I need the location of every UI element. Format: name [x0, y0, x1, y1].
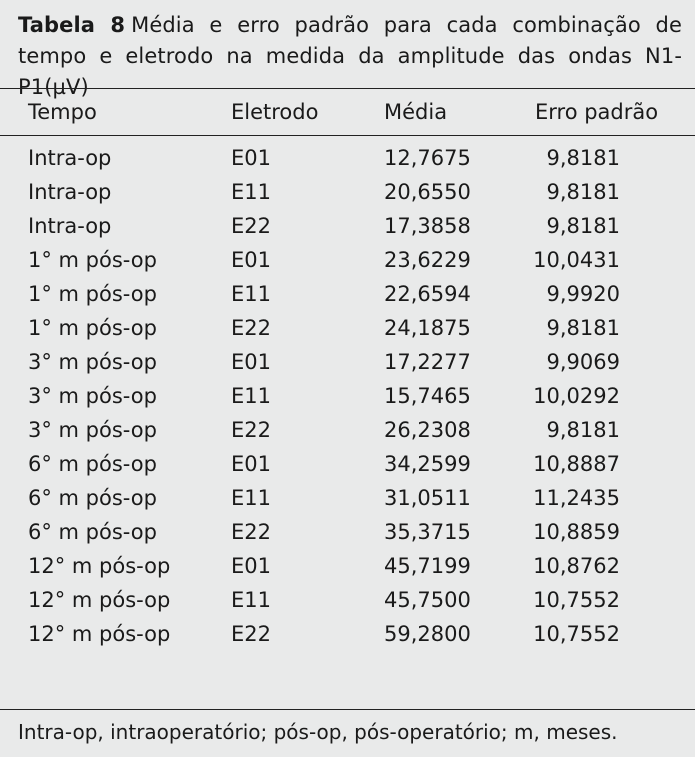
cell-erro-padrao: 11,2435 — [533, 486, 620, 510]
table-row — [0, 583, 695, 617]
cell-tempo: 6° m pós-op — [28, 452, 157, 476]
cell-media: 15,7465 — [384, 384, 471, 408]
cell-erro-padrao: 10,7552 — [533, 622, 620, 646]
cell-erro-padrao: 10,0292 — [533, 384, 620, 408]
cell-tempo: 6° m pós-op — [28, 520, 157, 544]
cell-media: 34,2599 — [384, 452, 471, 476]
table-row — [0, 243, 695, 277]
header-tempo: Tempo — [28, 100, 97, 124]
cell-media: 17,2277 — [384, 350, 471, 374]
cell-eletrodo: E01 — [231, 146, 271, 170]
cell-eletrodo: E01 — [231, 248, 271, 272]
table-row — [0, 311, 695, 345]
table-row — [0, 447, 695, 481]
table-row — [0, 175, 695, 209]
cell-tempo: 3° m pós-op — [28, 384, 157, 408]
cell-tempo: 3° m pós-op — [28, 350, 157, 374]
cell-eletrodo: E11 — [231, 588, 271, 612]
cell-tempo: Intra-op — [28, 146, 112, 170]
cell-media: 23,6229 — [384, 248, 471, 272]
cell-erro-padrao: 10,0431 — [533, 248, 620, 272]
cell-tempo: Intra-op — [28, 214, 112, 238]
cell-media: 59,2800 — [384, 622, 471, 646]
cell-eletrodo: E11 — [231, 486, 271, 510]
cell-media: 45,7500 — [384, 588, 471, 612]
cell-eletrodo: E22 — [231, 520, 271, 544]
table-header-row — [0, 93, 695, 131]
header-media: Média — [384, 100, 448, 124]
table-row — [0, 549, 695, 583]
table-caption-text: Média e erro padrão para cada combinação de tempo e eletrodo na medida da amplitude das ondas N1-P1(µV) — [18, 13, 683, 99]
cell-erro-padrao: 9,8181 — [546, 214, 620, 238]
table-row — [0, 209, 695, 243]
bottom-rule — [0, 709, 695, 710]
cell-erro-padrao: 10,8762 — [533, 554, 620, 578]
cell-erro-padrao: 9,8181 — [546, 146, 620, 170]
cell-tempo: 1° m pós-op — [28, 282, 157, 306]
cell-tempo: 12° m pós-op — [28, 554, 171, 578]
cell-eletrodo: E01 — [231, 350, 271, 374]
top-rule — [0, 88, 695, 89]
cell-eletrodo: E11 — [231, 282, 271, 306]
table-row — [0, 617, 695, 651]
cell-tempo: 3° m pós-op — [28, 418, 157, 442]
cell-tempo: 1° m pós-op — [28, 248, 157, 272]
cell-erro-padrao: 9,9069 — [546, 350, 620, 374]
cell-media: 22,6594 — [384, 282, 471, 306]
cell-media: 45,7199 — [384, 554, 471, 578]
table-row — [0, 515, 695, 549]
cell-media: 12,7675 — [384, 146, 471, 170]
cell-tempo: 6° m pós-op — [28, 486, 157, 510]
table-row — [0, 277, 695, 311]
cell-eletrodo: E22 — [231, 622, 271, 646]
table-caption — [18, 10, 682, 103]
cell-tempo: 12° m pós-op — [28, 622, 171, 646]
table-row — [0, 413, 695, 447]
cell-media: 35,3715 — [384, 520, 471, 544]
cell-media: 24,1875 — [384, 316, 471, 340]
cell-media: 26,2308 — [384, 418, 471, 442]
table-row — [0, 345, 695, 379]
cell-eletrodo: E22 — [231, 214, 271, 238]
cell-eletrodo: E11 — [231, 384, 271, 408]
cell-eletrodo: E22 — [231, 418, 271, 442]
cell-media: 17,3858 — [384, 214, 471, 238]
cell-erro-padrao: 9,8181 — [546, 316, 620, 340]
header-eletrodo: Eletrodo — [231, 100, 319, 124]
cell-eletrodo: E11 — [231, 180, 271, 204]
cell-erro-padrao: 10,8887 — [533, 452, 620, 476]
cell-tempo: 1° m pós-op — [28, 316, 157, 340]
table-footnote: Intra-op, intraoperatório; pós-op, pós-operatório; m, meses. — [18, 720, 618, 744]
table-label: Tabela 8 — [18, 13, 126, 37]
header-rule — [0, 135, 695, 136]
table-row — [0, 481, 695, 515]
cell-tempo: 12° m pós-op — [28, 588, 171, 612]
cell-erro-padrao: 10,7552 — [533, 588, 620, 612]
cell-erro-padrao: 10,8859 — [533, 520, 620, 544]
cell-erro-padrao: 9,8181 — [546, 180, 620, 204]
cell-eletrodo: E01 — [231, 452, 271, 476]
header-erro-padrao: Erro padrão — [535, 100, 659, 124]
cell-erro-padrao: 9,8181 — [546, 418, 620, 442]
cell-eletrodo: E01 — [231, 554, 271, 578]
cell-media: 20,6550 — [384, 180, 471, 204]
cell-media: 31,0511 — [384, 486, 471, 510]
table-row — [0, 141, 695, 175]
cell-eletrodo: E22 — [231, 316, 271, 340]
cell-erro-padrao: 9,9920 — [546, 282, 620, 306]
table-row — [0, 379, 695, 413]
cell-tempo: Intra-op — [28, 180, 112, 204]
